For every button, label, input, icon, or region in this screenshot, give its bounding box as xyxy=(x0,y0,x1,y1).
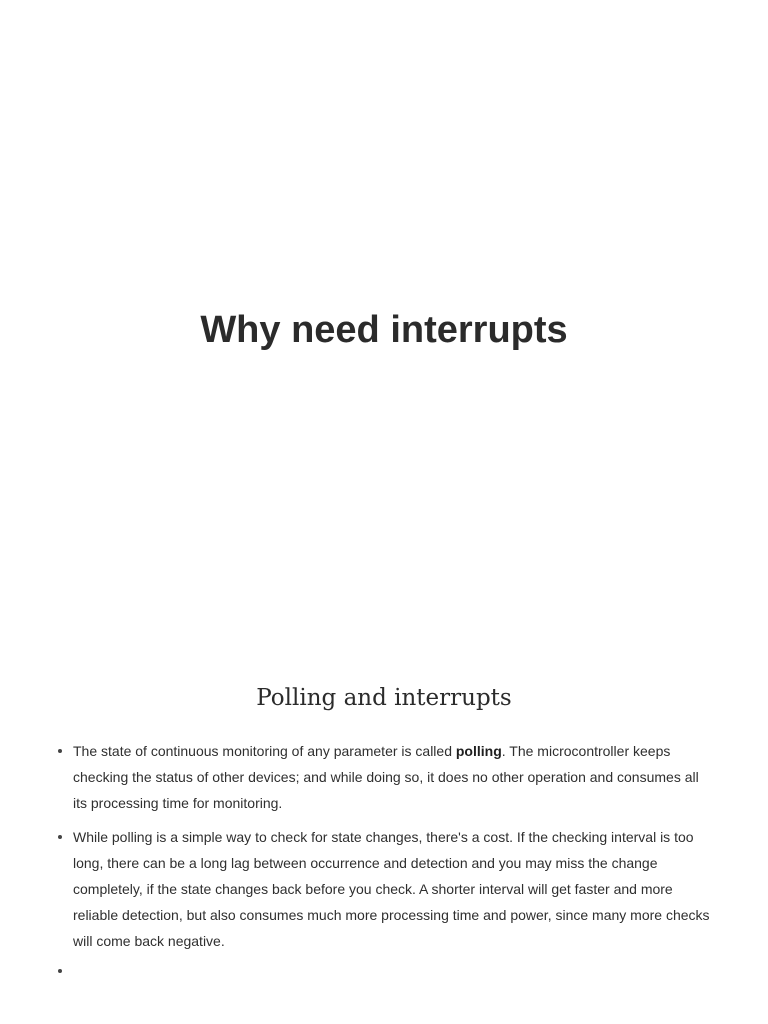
content-section xyxy=(0,680,768,949)
bullet-item-polling-cost xyxy=(56,824,712,954)
bullet-text-before: The state of continuous monitoring of any parameter is called xyxy=(73,743,456,759)
bullet-text-after: . The microcontroller keeps checking the status of other devices; and while doing so, it does no other operation and consumes all its processing time for monitoring. xyxy=(73,743,699,811)
bullet-bold-term: polling xyxy=(455,743,502,759)
bullet-dot xyxy=(58,749,62,753)
bullet-item-empty xyxy=(56,958,712,984)
bullet-text: While polling is a simple way to check for state changes, there's a cost. If the checking interval is too long, there can be a long lag between occurrence and detection and you may miss the change completely, if the state changes back before you check. A shorter interval will get faster and more reliable detection, but also consumes much more processing time and power, since many more checks will come back negative. xyxy=(73,829,710,949)
bullet-dot xyxy=(58,835,62,839)
bullet-item-polling-definition xyxy=(56,738,712,816)
bullet-list xyxy=(56,738,712,992)
bullet-dot xyxy=(58,969,62,973)
section-heading: Polling and interrupts xyxy=(256,685,512,711)
slide-title: Why need interrupts xyxy=(200,309,568,351)
